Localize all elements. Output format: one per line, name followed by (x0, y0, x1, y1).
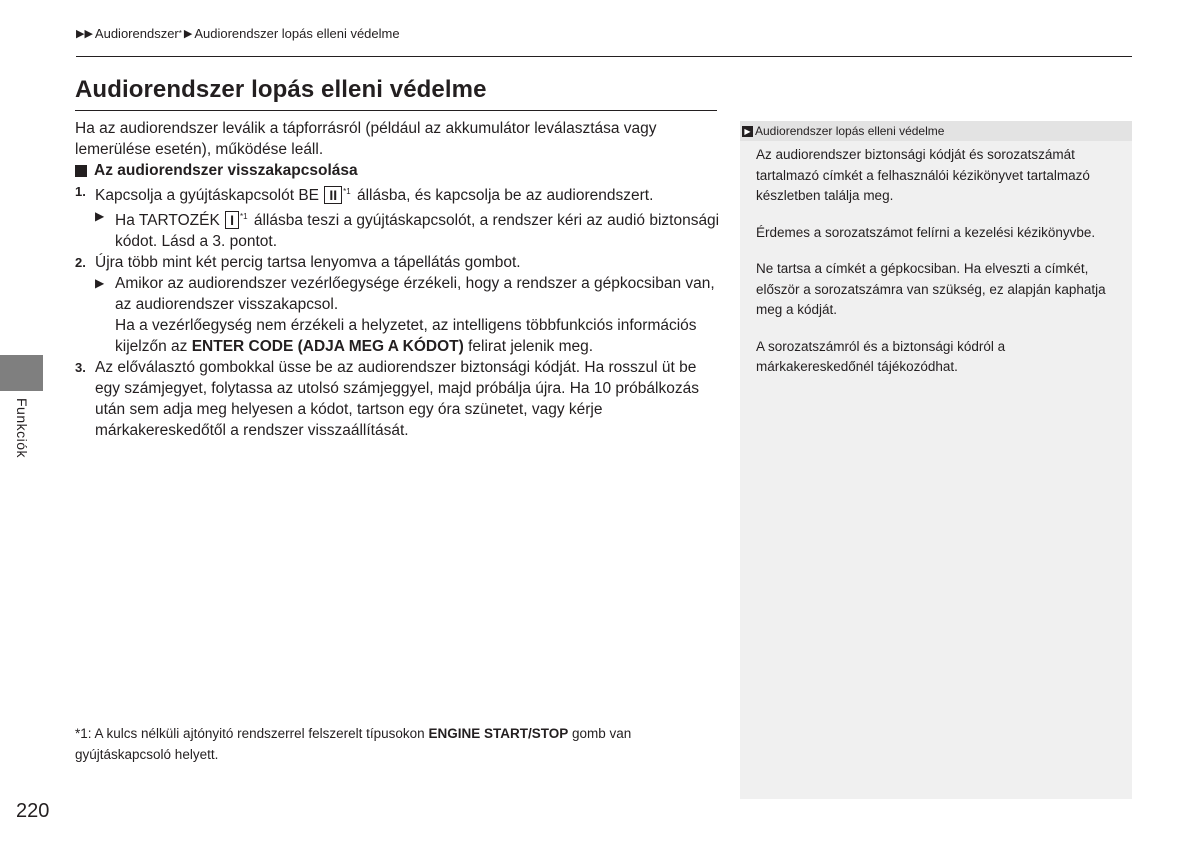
side-note-paragraph: Érdemes a sorozatszámot felírni a kezelési kézikönyvbe. (756, 224, 1096, 240)
footnote-text: gomb van gyújtáskapcsoló helyett. (75, 726, 632, 762)
ignition-key-on-icon: II (324, 186, 342, 204)
step-number: 2. (75, 255, 86, 271)
step-1-note (95, 206, 720, 252)
side-panel-body (740, 141, 1132, 378)
step-2-note (95, 273, 720, 315)
breadcrumb-asterisk: * (178, 29, 182, 38)
step-number: 1. (75, 184, 86, 199)
side-note-paragraph: A sorozatszámról és a biztonsági kódról a márkakereskedőnél tájékozódhat. (756, 338, 1006, 374)
step-2 (75, 252, 720, 357)
step-text: Kapcsolja a gyújtáskapcsolót BE (95, 187, 324, 205)
square-bullet-icon (75, 165, 87, 177)
extra-text: felirat jelenik meg. (463, 338, 594, 356)
breadcrumb (76, 26, 400, 41)
section-heading (75, 160, 720, 181)
chapter-label: Funkciók (14, 398, 30, 459)
side-note-paragraph: Ne tartsa a címkét a gépkocsiban. Ha elveszti a címkét, először a sorozatszámra van szükség, ez alapján kaphatja meg a kódját. (756, 261, 1106, 317)
display-message: ENTER CODE (ADJA MEG A KÓDOT) (191, 338, 464, 356)
note-text: Ha TARTOZÉK (115, 212, 225, 230)
side-note-paragraph: Az audiorendszer biztonsági kódját és sorozatszámát tartalmazó címkét a felhasználói kézikönyvet tartalmazó készletben találja meg. (756, 147, 1090, 203)
step-text: Újra több mint két percig tartsa lenyomva a tápellátás gombot. (95, 254, 521, 272)
note-text: Amikor az audiorendszer vezérlőegysége érzékeli, hogy a rendszer a gépkocsiban van, az audiorendszer visszakapcsol. (115, 275, 715, 314)
step-2-extra (95, 315, 720, 357)
page-number: 220 (16, 800, 50, 822)
triangle-arrow-icon: ▶▶ (76, 28, 93, 40)
triangle-arrow-icon: ▶ (183, 28, 193, 40)
footnote-ref: *1 (240, 212, 248, 222)
side-panel-heading-text: Audiorendszer lopás elleni védelme (755, 124, 945, 138)
step-1 (75, 181, 720, 252)
section-heading-text: Az audiorendszer visszakapcsolása (94, 162, 358, 179)
step-number: 3. (75, 360, 86, 376)
step-3 (75, 357, 720, 441)
note-text: állásba teszi a gyújtáskapcsolót, a rendszer kéri az audió biztonsági kódot. Lásd a 3. pontot. (115, 212, 720, 251)
header-divider (76, 56, 1132, 57)
chapter-tab (0, 355, 43, 391)
breadcrumb-item-current: Audiorendszer lopás elleni védelme (194, 26, 400, 41)
reference-arrow-icon: ▶ (742, 126, 753, 137)
ignition-key-accessory-icon: I (225, 211, 239, 229)
main-content (75, 118, 720, 441)
footnote (75, 723, 705, 765)
breadcrumb-item-audio[interactable]: Audiorendszer (94, 26, 179, 41)
triangle-arrow-icon: ▶ (95, 209, 105, 224)
step-text: Az előválasztó gombokkal üsse be az audiorendszer biztonsági kódját. Ha rosszul üt be egy számjegyet, folytassa az utolsó számjeggyel, majd próbálja újra. Ha 10 próbálkozás után sem adja meg helyesen a kódot, tartson egy óra szünetet, vagy kérje márkakereskedőtől a rendszer visszaállítását. (95, 359, 699, 440)
side-panel-heading (740, 121, 1132, 141)
footnote-text: *1: A kulcs nélküli ajtónyitó rendszerrel felszerelt típusokon (75, 726, 429, 741)
step-text: állásba, és kapcsolja be az audiorendszert. (352, 187, 654, 205)
footnote-button-name: ENGINE START/STOP (428, 726, 569, 741)
side-notes-panel (740, 121, 1132, 799)
extra-text: Ha a vezérlőegység nem érzékeli a helyzetet, az intelligens többfunkciós információs kijelzőn az (115, 317, 697, 356)
intro-text: Ha az audiorendszer leválik a tápforrásról (például az akkumulátor leválasztása vagy lemerülése esetén), működése leáll. (75, 120, 657, 158)
title-divider (75, 110, 717, 111)
triangle-arrow-icon: ▶ (95, 276, 105, 291)
footnote-ref: *1 (343, 187, 351, 196)
page-title: Audiorendszer lopás elleni védelme (75, 76, 487, 103)
